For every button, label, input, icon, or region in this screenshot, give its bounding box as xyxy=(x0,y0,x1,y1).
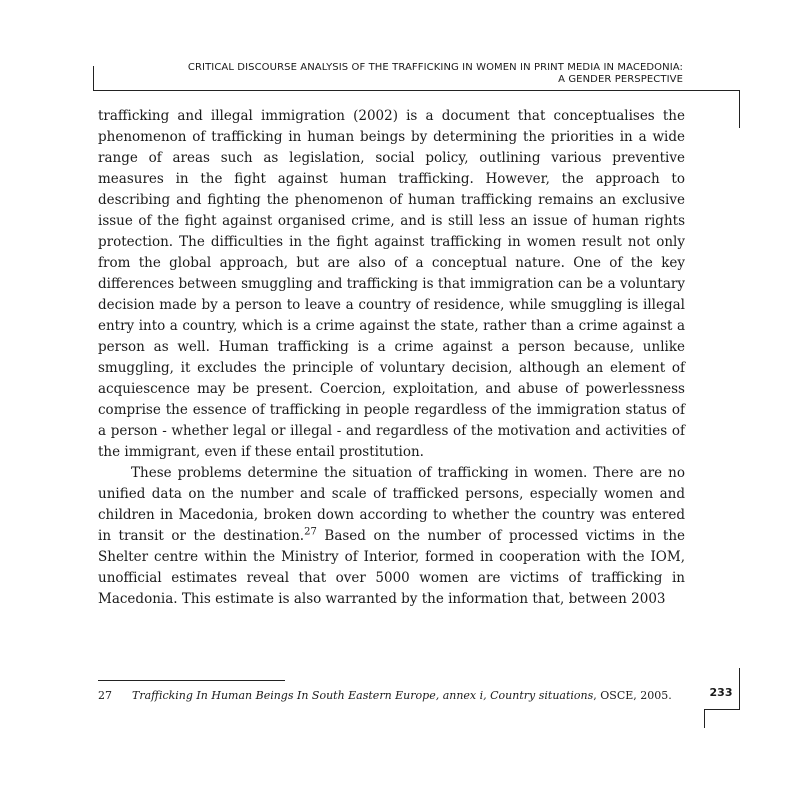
footnote xyxy=(98,689,698,703)
header-left-rule xyxy=(93,66,94,90)
footnote-separator xyxy=(98,680,285,681)
footnote-number: 27 xyxy=(98,689,112,702)
page-number-right-rule xyxy=(739,668,740,709)
paragraph-2 xyxy=(98,463,685,610)
header-bottom-rule xyxy=(93,90,739,91)
header-right-rule xyxy=(739,90,740,128)
footnote-source: , OSCE, 2005. xyxy=(593,689,672,702)
paragraph-2-part-2: Based on the number of processed victims in the Shelter centre within the Ministry of Interior, formed in cooperation with the IOM, unofficial estimates reveal that over 5000 women are victims of trafficking in Macedonia. This estimate is also warranted by the information that, between 2003 xyxy=(98,528,686,607)
paragraph-1: trafficking and illegal immigration (2002) is a document that conceptualises the phenomenon of trafficking in human beings by determining the priorities in a wide range of areas such as legislation, social policy, outlining various preventive measures in the fight against human trafficking. However, the approach to describing and fighting the phenomenon of human trafficking remains an exclusive issue of the fight against organised crime, and is still less an issue of human rights protection. The difficulties in the fight against trafficking in women result not only from the global approach, but are also of a conceptual nature. One of the key differences between smuggling and trafficking is that immigration can be a voluntary decision made by a person to leave a country of residence, while smuggling is illegal entry into a country, which is a crime against the state, rather than a crime against a person as well. Human trafficking is a crime against a person because, unlike smuggling, it excludes the principle of voluntary decision, although an element of acquiescence may be present. Coercion, exploitation, and abuse of powerlessness comprise the essence of trafficking in people regardless of the immigration status of a person - whether legal or illegal - and regardless of the motivation and activities of the immigrant, even if these entail prostitution. xyxy=(98,108,685,460)
body-text xyxy=(98,106,685,610)
page-number-bottom-rule xyxy=(704,709,740,710)
footnote-reference[interactable]: 27 xyxy=(304,526,317,538)
page-number-left-rule xyxy=(704,709,705,728)
running-header xyxy=(98,62,683,86)
paragraph-2-part-1: These problems determine the situation of trafficking in women. There are no unified data on the number and scale of trafficked persons, especially women and children in Macedonia, broken down according to whether the country was entered in transit or the destination. xyxy=(98,465,685,544)
page-number: 233 xyxy=(709,686,733,699)
running-header-line-2: A GENDER PERSPECTIVE xyxy=(558,74,683,85)
footnote-title: Trafficking In Human Beings In South Eastern Europe, annex i, Country situations xyxy=(132,689,594,702)
running-header-line-1: CRITICAL DISCOURSE ANALYSIS OF THE TRAFFICKING IN WOMEN IN PRINT MEDIA IN MACEDONIA: xyxy=(187,62,683,73)
